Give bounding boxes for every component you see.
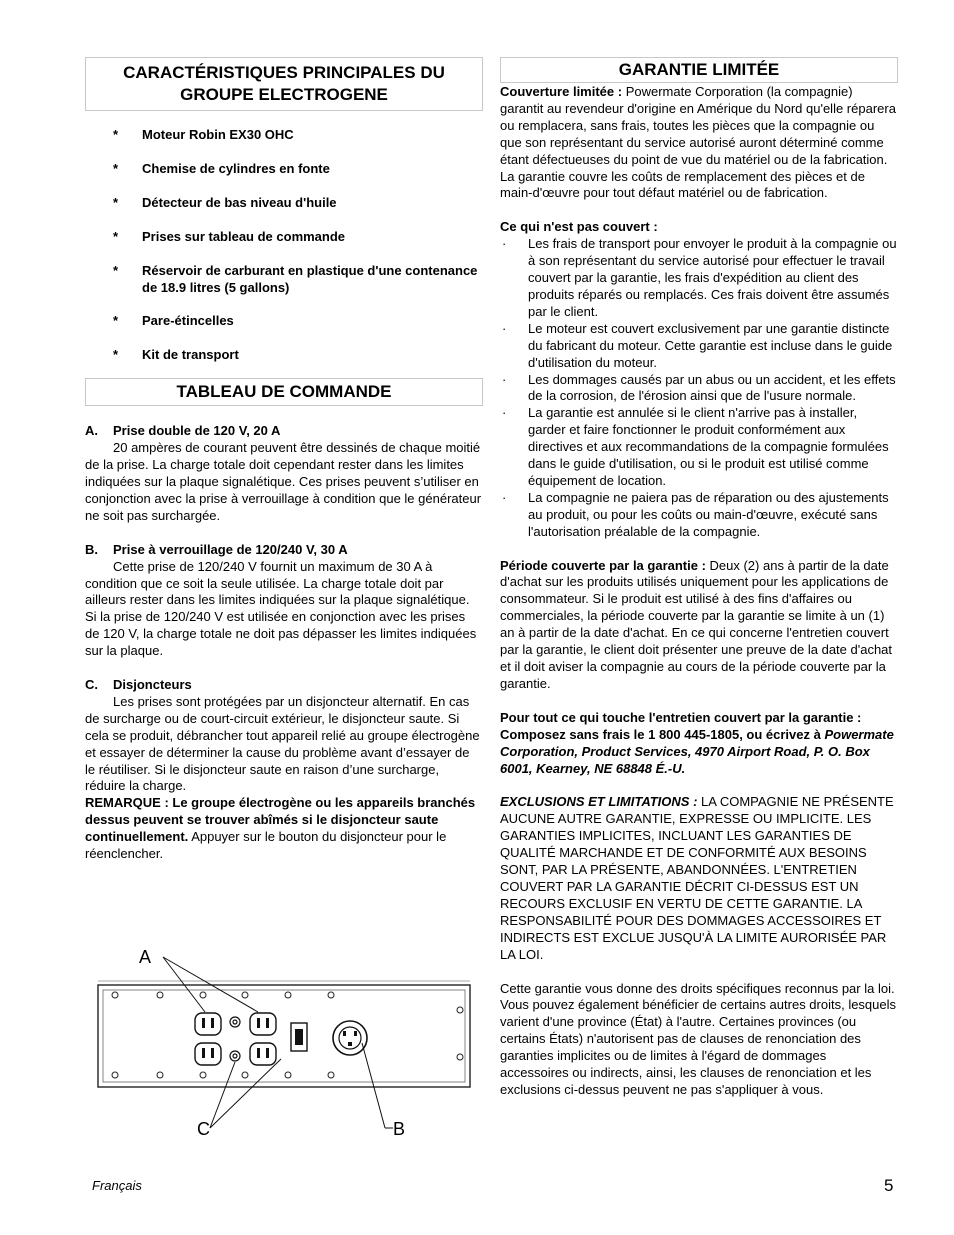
remark-text: Appuyer sur le bouton du disjoncteur pour le réenclencher. xyxy=(85,829,447,862)
coverage-paragraph: Couverture limitée : Powermate Corporation (la compagnie) garantit au revendeur d'origine en Amérique du Nord qu'elle réparera ou remplacera, sans frais, toutes les pièces que la compagnie ou que son représentant du service autorisé auront déterminé comme étant défectueuses du point de vue du matériel ou de la fabrication. La garantie couvre les coûts de remplacement des pièces et de main-d'œuvre pour tout défaut matériel ou de fabrication. xyxy=(500,84,896,201)
section-b-text: Cette prise de 120/240 V fournit un maximum de 30 A à condition que ce soit la seule utilisée. La charge totale doit par ailleurs rester dans les limites indiquées sur la plaque signalétique. Si la prise de 120/240 V est utilisée en conjonction avec les prises de 120 V, la charge totale ne doit pas dépasser les limites indiquées sur la plaque. xyxy=(85,558,477,659)
control-panel-diagram xyxy=(95,945,475,1140)
service-address: Powermate Corporation, Product Services, 4970 Airport Road, P. O. Box 6001, Kearney, NE 68848 É.-U. xyxy=(500,726,894,776)
footer-language: Français xyxy=(92,1178,142,1193)
label-c: C xyxy=(197,1119,210,1139)
section-c-title: C. Disjoncteurs xyxy=(85,677,192,693)
features-heading: CARACTÉRISTIQUES PRINCIPALES DU GROUPE ELECTROGENE xyxy=(85,57,483,111)
bullet-star: * xyxy=(113,127,119,142)
section-a-text: 20 ampères de courant peuvent être dessinés de chaque moitié de la prise. La charge totale doit cependant rester dans les limites indiquées sur la plaque signalétique. Ces prises peuvent s’utiliser en conjonction avec la prise à verrouillage à condition que le générateur ne soit pas surchargée. xyxy=(85,440,482,523)
list-item: · La compagnie ne paiera pas de réparation ou des ajustements au produit, ou pour les coûts ou main-d'œuvre, exécuté sans l'autorisation préalable de la compagnie. xyxy=(502,489,889,539)
service-paragraph: Pour tout ce qui touche l'entretien couvert par la garantie : Composez sans frais le 1 800 445-1805, ou écrivez à Powermate Corporation, Product Services, 4970 Airport Road, P. O. Box 6001, Kearney, NE 68848 É.-U. xyxy=(500,709,894,776)
exclusions-paragraph: EXCLUSIONS ET LIMITATIONS : LA COMPAGNIE NE PRÉSENTE AUCUNE AUTRE GARANTIE, EXPRESSE OU IMPLICITE. LES GARANTIES IMPLICITES, INCLUANT LES GARANTIES DE QUALITÉ MARCHANDE ET DE CONFORMITÉ AUX BESOINS SONT, PAR LA PRÉSENTE, ABANDONNÉES. L'ENTRETIEN COUVERT PAR LA GARANTIE DÉCRIT CI-DESSUS EST UN RECOURS EXCLUSIF EN VERTU DE CETTE GARANTIE. LA RESPONSABILITÉ POUR DES DOMMAGES ACCESSOIRES ET INDIRECTS EST EXCLUE JUSQU'À LA LIMITE AURORISÉE PAR LA LOI. xyxy=(500,794,894,962)
feature-item: * Réservoir de carburant en plastique d'une contenance de 18.9 litres (5 gallons) xyxy=(113,262,478,295)
warranty-heading: GARANTIE LIMITÉE xyxy=(500,57,898,83)
feature-item: * Pare-étincelles xyxy=(113,313,234,329)
bullet-star: * xyxy=(113,262,119,278)
right-column xyxy=(500,57,898,1099)
section-b-title: B. Prise à verrouillage de 120/240 V, 30 A xyxy=(85,541,348,557)
list-item: · La garantie est annulée si le client n'arrive pas à installer, garder et faire fonctionner le produit conformément aux directives et aux recommandations de la compagnie formulées dans le guide d'utilisation, ou si le produit est utilisé comme équipement de location. xyxy=(502,405,889,488)
bullet-star: * xyxy=(113,228,119,244)
remark-bold: REMARQUE : Le groupe électrogène ou les appareils branchés dessus peuvent se trouver abîmés si le disjoncteur saute continuellement. xyxy=(85,795,476,845)
section-a-title: A. Prise double de 120 V, 20 A xyxy=(85,423,281,439)
feature-item: * Moteur Robin EX30 OHC xyxy=(113,127,294,142)
not-covered-title: Ce qui n'est pas couvert : xyxy=(500,219,658,235)
left-column xyxy=(85,57,483,863)
bullet-star: * xyxy=(113,194,119,210)
control-panel-heading: TABLEAU DE COMMANDE xyxy=(85,378,483,406)
label-b: B xyxy=(393,1119,406,1139)
rights-paragraph: Cette garantie vous donne des droits spécifiques reconnus par la loi. Vous pouvez également bénéficier de certains autres droits, lesquels varient d'une province (État) à l'autre. Certaines provinces (ou certains États) n'autorisent pas de clauses de renonciation des garanties implicites ou de limites à l'égard de dommages accessoires ou indirects, ainsi, les clauses de renonciation et les exclusions ci-dessus peuvent ne pas s'appliquer à vous. xyxy=(500,980,897,1097)
list-item: · Les frais de transport pour envoyer le produit à la compagnie ou à son représentant du service autorisé pour effectuer le travail couvert par la garantie, les frais d'expédition au client des produits réparés ou remplacés. Ces frais doivent être assumés par le client. xyxy=(502,236,897,319)
list-item: · Le moteur est couvert exclusivement par une garantie distincte du fabricant du moteur. Cette garantie est incluse dans le guide d'utilisation du moteur. xyxy=(502,320,893,370)
period-paragraph: Période couverte par la garantie : Deux (2) ans à partir de la date d'achat sur les produits utilisés uniquement pour les applications de consommateur. Si le produit est utilisé à des fins d'affaires ou commerciales, la période couverte par la garantie se limite à un (1) an à partir de la date d'achat. En ce qui concerne l'entretien couvert par la garantie, le client doit présenter une preuve de la date d'achat et il doit aviser la compagnie au cours de la période couverte par la garantie. xyxy=(500,557,893,691)
bullet-star: * xyxy=(113,347,119,363)
list-item: · Les dommages causés par un abus ou un accident, et les effets de la corrosion, de l'érosion ainsi que de l'usure normale. xyxy=(502,371,896,404)
feature-item: * Kit de transport xyxy=(113,347,239,363)
bullet-star: * xyxy=(113,160,119,176)
bullet-star: * xyxy=(113,313,119,329)
label-a: A xyxy=(139,947,152,967)
section-c-text: Les prises sont protégées par un disjoncteur alternatif. En cas de surcharge ou de court-circuit extérieur, le disjoncteur saute. Si cela se produit, débrancher tout appareil relié au groupe électrogène et essayer de déterminer la cause du problème avant d’essayer de le réutiliser. Si le disjoncteur saute en raison d’une surcharge, réduire la charge. xyxy=(85,693,480,794)
feature-item: * Chemise de cylindres en fonte xyxy=(113,160,330,176)
not-covered-list xyxy=(500,236,898,540)
section-c-body xyxy=(85,694,483,863)
feature-item: * Prises sur tableau de commande xyxy=(113,228,346,244)
feature-item: * Détecteur de bas niveau d'huile xyxy=(113,194,337,210)
features-list xyxy=(85,127,483,364)
page-number: 5 xyxy=(884,1176,894,1195)
